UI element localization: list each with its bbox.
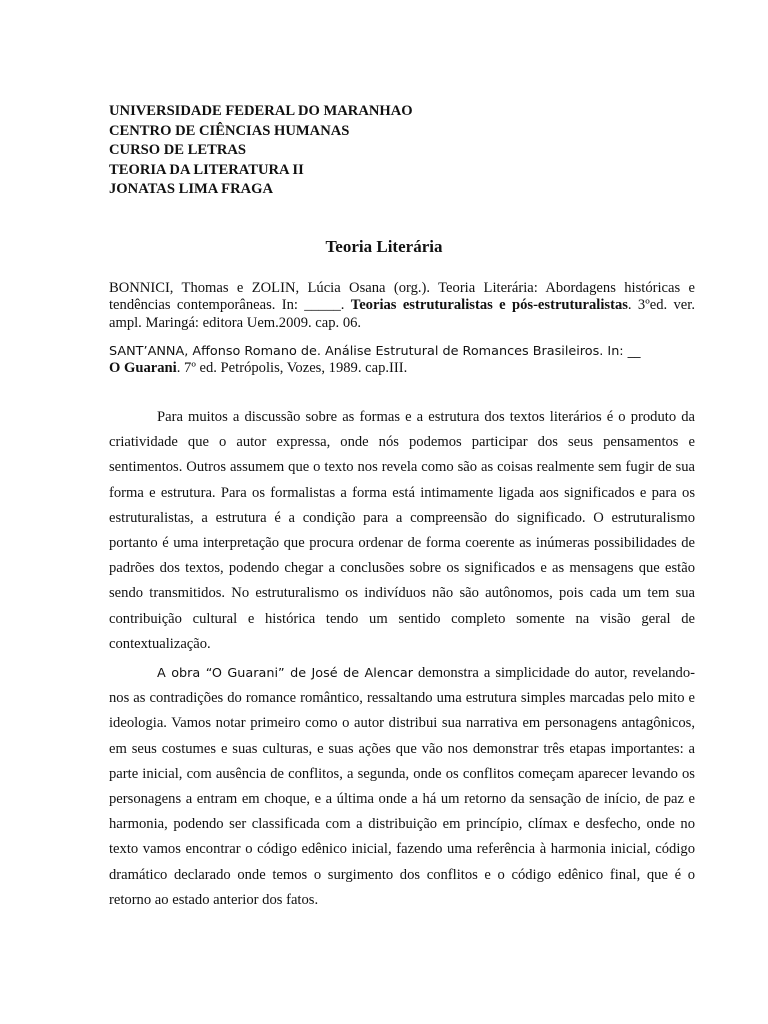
paragraph-text: Para muitos a discussão sobre as formas e a estrutura dos textos literários é o produto da criatividade que o autor expressa, onde nós podemos participar dos seus pensamentos e sentimentos. Outros assumem que o texto nos revela como são as coisas realmente sem fugir de sua forma e estrutura. Para os formalistas a forma está intimamente ligada aos significados e para os estruturalistas, a estrutura é a condição para a compreensão do significado. O estruturalismo portanto é uma interpretação que procura ordenar de forma coerente as inúmeras possibilidades de padrões dos textos, podendo chegar a conclusões sobre os significados e as mensagens que estão sendo transmitidos. No estruturalismo os indivíduos não são autônomos, pois cada um tem sua contribuição cultural e histórica tendo um sentido completo somente na visão geral de contextualização. bbox=[109, 409, 695, 652]
header-subject: TEORIA DA LITERATURA II bbox=[109, 161, 304, 178]
body-paragraph bbox=[109, 661, 695, 913]
paragraph-text: demonstra a simplicidade do autor, revelando-nos as contradições do romance romântico, ressaltando uma estrutura simples marcadas pelo mito e ideologia. Vamos notar primeiro como o autor distribui sua narrativa em personagens antagônicos, em seus costumes e suas culturas, e suas ações que vão nos demonstrar três etapas importantes: a parte inicial, com ausência de conflitos, a segunda, onde os conflitos começam aparecer levando os personagens a entram em choque, e a última onde a há um retorno da sensação de início, de paz e harmonia, podendo ser classificada com a distribuição em princípio, clímax e desfecho, onde no texto vamos encontrar o código edênico inicial, fazendo uma referência à harmonia inicial, código dramático declarado onde temos o surgimento dos conflitos e o código edênico final, que é o retorno ao estado anterior dos fatos. bbox=[109, 665, 695, 908]
header-author: JONATAS LIMA FRAGA bbox=[109, 181, 274, 198]
reference-bold-title: O Guarani bbox=[109, 360, 177, 377]
paragraph-text: A obra “O Guarani” de José de Alencar bbox=[157, 666, 413, 681]
reference-bonnici bbox=[109, 280, 695, 332]
reference-text: SANT’ANNA, Affonso Romano de. Análise Estrutural de Romances Brasileiros. In: __ bbox=[109, 344, 641, 359]
header-course: CURSO DE LETRAS bbox=[109, 142, 247, 159]
reference-text: . 3ºed. ver. ampl. Maringá: editora Uem.2009. cap. 06. bbox=[109, 297, 695, 331]
reference-santanna bbox=[109, 343, 695, 378]
body-paragraph bbox=[109, 405, 695, 657]
reference-text: BONNICI, Thomas e ZOLIN, Lúcia Osana (org.). Teoria Literária: Abordagens históricas e tendências contemporâneas. In: _____. bbox=[109, 280, 695, 314]
header-center: CENTRO DE CIÊNCIAS HUMANAS bbox=[109, 122, 350, 139]
reference-bold-title: Teorias estruturalistas e pós-estruturalistas bbox=[350, 297, 628, 314]
institution-header bbox=[109, 102, 669, 200]
header-university: UNIVERSIDADE FEDERAL DO MARANHAO bbox=[109, 103, 413, 119]
reference-text: . 7º ed. Petrópolis, Vozes, 1989. cap.III. bbox=[176, 360, 408, 377]
document-title: Teoria Literária bbox=[325, 237, 443, 256]
